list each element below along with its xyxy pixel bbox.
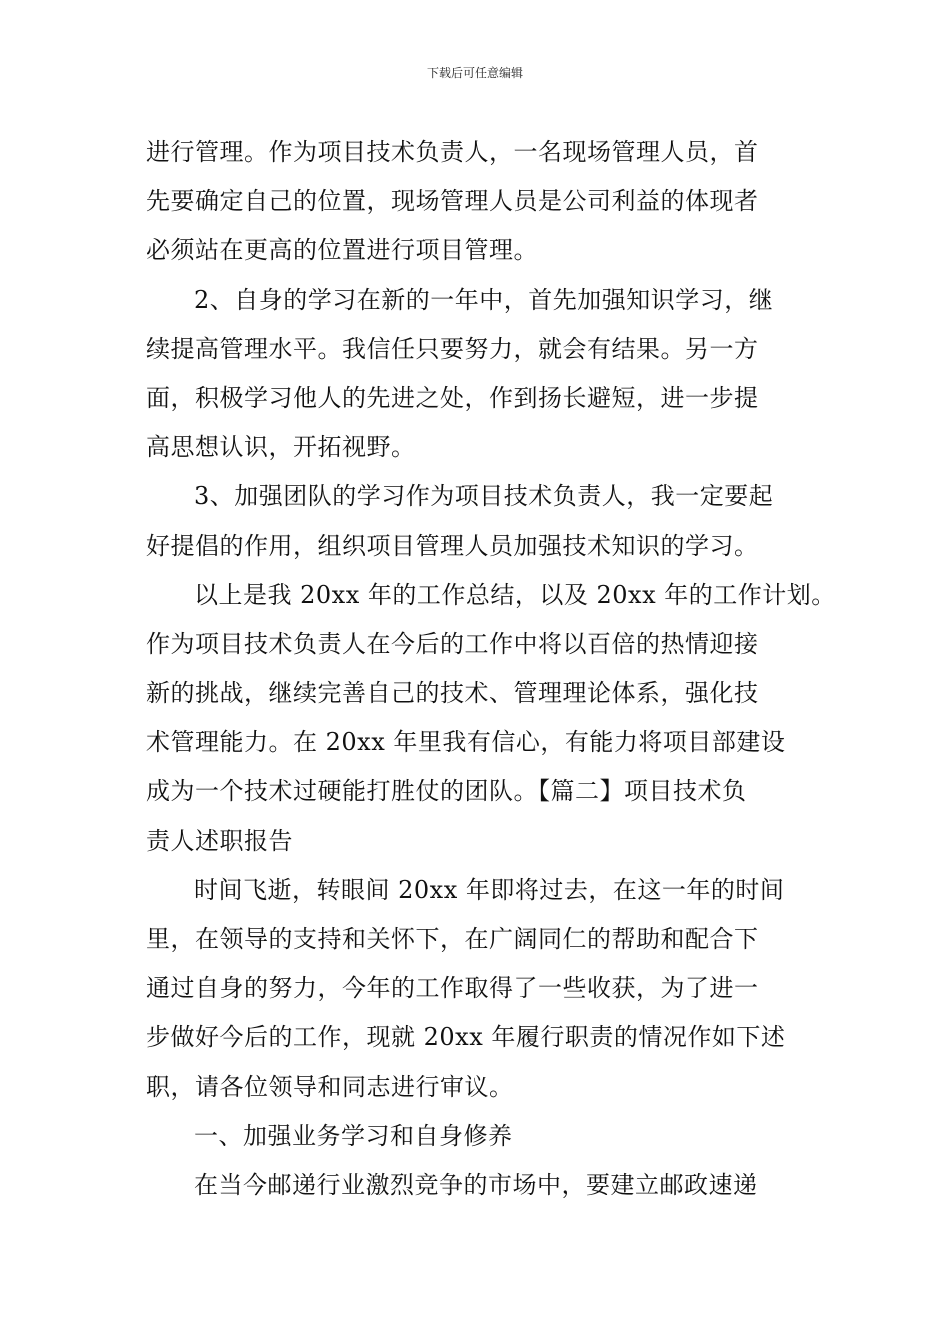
document-body xyxy=(146,128,836,1210)
text-line: 进行管理。作为项目技术负责人，一名现场管理人员，首 xyxy=(146,138,759,166)
page-header: 下载后可任意编辑 xyxy=(426,66,523,80)
text-line: 职，请各位领导和同志进行审议。 xyxy=(146,1072,514,1101)
text-line: 在当今邮递行业激烈竞争的市场中，要建立邮政速递 xyxy=(194,1170,758,1199)
text-line: 2、自身的学习在新的一年中，首先加强知识学习，继 xyxy=(194,285,774,314)
text-line: 责人述职报告 xyxy=(146,826,293,855)
text-line: 术管理能力。在 20xx 年里我有信心，有能力将项目部建设 xyxy=(146,728,786,757)
text-line: 步做好今后的工作，现就 20xx 年履行职责的情况作如下述 xyxy=(146,1023,786,1052)
text-line: 先要确定自己的位置，现场管理人员是公司利益的体现者 xyxy=(146,187,759,216)
text-line: 3、加强团队的学习作为项目技术负责人，我一定要起 xyxy=(194,482,774,511)
text-line: 续提高管理水平。我信任只要努力，就会有结果。另一方 xyxy=(146,334,759,363)
text-line: 以上是我 20xx 年的工作总结，以及 20xx 年的工作计划。 xyxy=(194,580,836,609)
text-line: 面，积极学习他人的先进之处，作到扬长避短，进一步提 xyxy=(146,383,759,412)
text-line: 时间飞逝，转眼间 20xx 年即将过去，在这一年的时间 xyxy=(194,875,785,904)
text-line: 作为项目技术负责人在今后的工作中将以百倍的热情迎接 xyxy=(146,629,759,658)
text-line: 通过自身的努力，今年的工作取得了一些收获，为了进一 xyxy=(146,974,759,1003)
text-line: 里，在领导的支持和关怀下，在广阔同仁的帮助和配合下 xyxy=(146,925,759,953)
text-line: 高思想认识，开拓视野。 xyxy=(146,433,416,462)
text-line: 好提倡的作用，组织项目管理人员加强技术知识的学习。 xyxy=(146,531,759,560)
section-heading: 一、加强业务学习和自身修养 xyxy=(194,1121,513,1150)
text-line: 成为一个技术过硬能打胜仗的团队。【篇二】项目技术负 xyxy=(146,777,747,806)
text-line: 必须站在更高的位置进行项目管理。 xyxy=(146,236,538,265)
text-line: 新的挑战，继续完善自己的技术、管理理论体系，强化技 xyxy=(146,679,759,708)
